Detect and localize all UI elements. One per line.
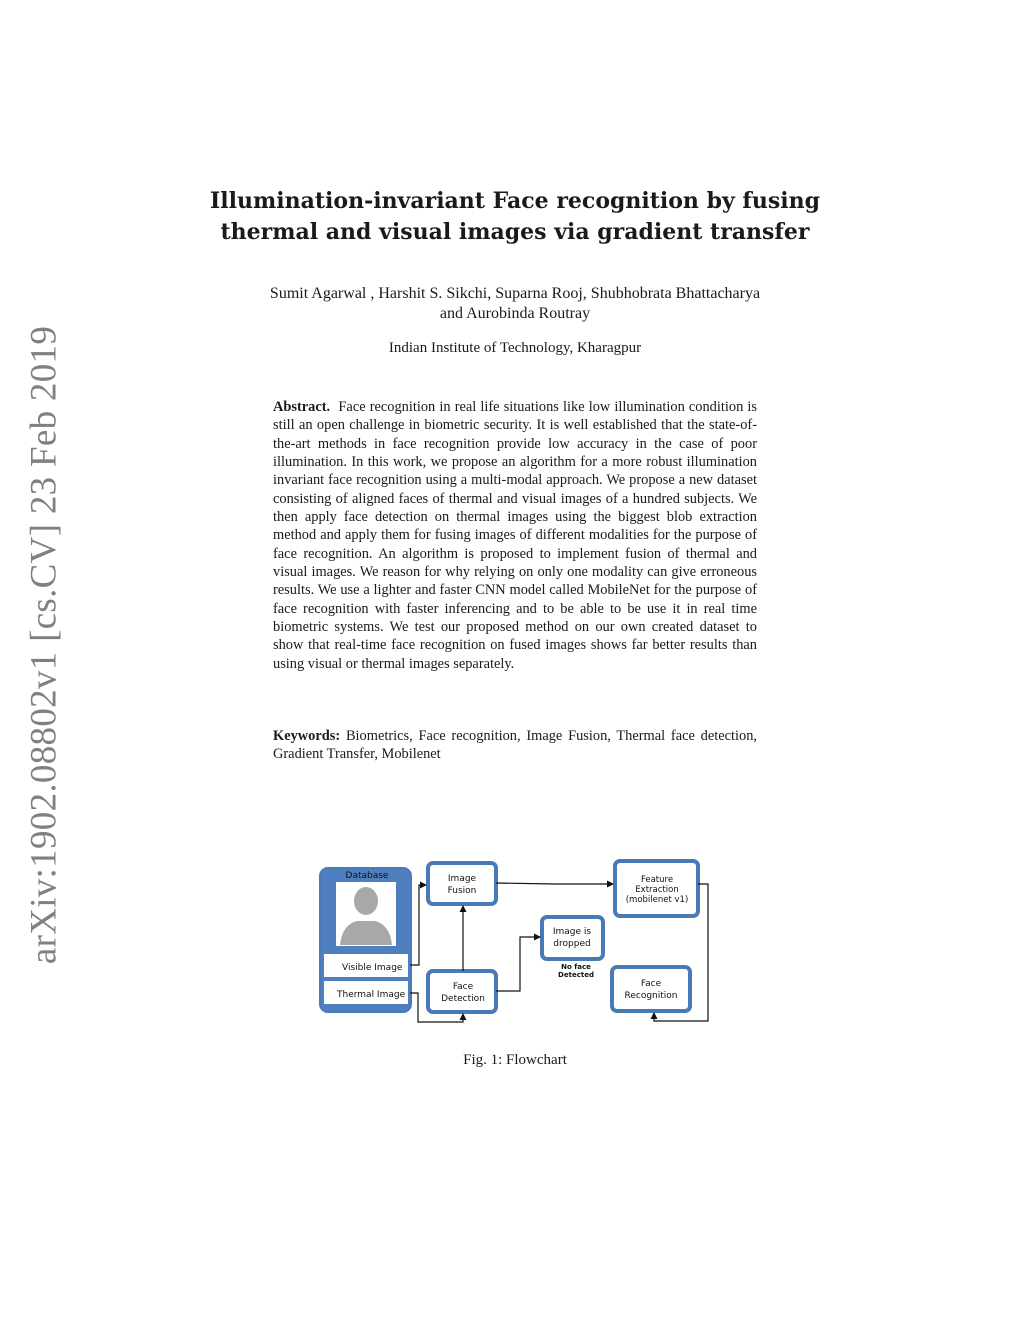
arxiv-identifier: arXiv:1902.08802v1 [cs.CV] 23 Feb 2019	[23, 325, 65, 965]
title-line-1: Illumination-invariant Face recognition by fusing	[210, 188, 820, 214]
image-fusion-node	[428, 863, 496, 904]
database-label: Database	[345, 871, 389, 881]
face-recognition-line1: Face	[640, 979, 662, 989]
image-dropped-box	[542, 917, 603, 959]
arrow-fusion-to-extraction	[496, 883, 613, 884]
face-recognition-box	[612, 967, 690, 1011]
keywords-label: Keywords:	[273, 728, 341, 744]
abstract	[273, 398, 757, 673]
image-dropped-line1: Image is	[552, 927, 592, 937]
feature-extraction-line2: Extraction	[635, 885, 679, 895]
figure-caption: Fig. 1: Flowchart	[463, 1052, 567, 1068]
thermal-image-label: Thermal Image	[337, 990, 406, 1000]
face-detection-line2: Detection	[441, 994, 485, 1004]
arrow-detection-to-dropped	[496, 937, 540, 991]
database-block	[320, 868, 411, 1012]
flowchart-figure	[315, 855, 715, 1030]
abstract-text: Face recognition in real life situations like low illumination condition is still an open challenge in biometric security. It is well established that the state-of-the-art methods in face recognition provide low accuracy in the case of poor illumination. In this work, we propose an algorithm for a more robust illumination invariant face recognition using a multi-modal approach. We propose a new dataset consisting of aligned faces of thermal and visual images of a hundred subjects. We then apply face detection on thermal images using the biggest blob extraction method and apply them for fusing images of different modalities for the purpose of face recognition. An algorithm is proposed to implement fusion of thermal and visual images. We reason for why relying on only one modality can give erroneous results. We use a lighter and faster CNN model called MobileNet for the purpose of face recognition with faster inferencing and to be able to be use it in real time biometric systems. We test our proposed method on our own created dataset to show that real-time face recognition on fused images shows far better results than using visual or thermal images separately.	[273, 399, 757, 672]
image-fusion-line2: Fusion	[447, 886, 477, 896]
face-detection-line1: Face	[452, 982, 474, 992]
feature-extraction-node	[615, 861, 698, 916]
image-dropped-line2: dropped	[553, 939, 591, 949]
abstract-label: Abstract.	[273, 399, 331, 415]
image-dropped-node	[542, 917, 603, 959]
title-line-2: thermal and visual images via gradient transfer	[220, 219, 810, 245]
feature-extraction-line3: (mobilenet v1)	[625, 895, 689, 905]
flowchart	[315, 855, 715, 1030]
no-face-line2: Detected	[558, 971, 594, 979]
feature-extraction-line1: Feature	[640, 875, 674, 885]
face-detection-node	[428, 971, 496, 1012]
face-recognition-node	[612, 967, 690, 1011]
authors-line-2: and Aurobinda Routray	[439, 305, 591, 322]
face-recognition-line2: Recognition	[624, 991, 678, 1001]
affiliation: Indian Institute of Technology, Kharagpur	[388, 340, 642, 356]
author-list	[150, 284, 880, 324]
keywords	[273, 727, 757, 764]
authors-line-1: Sumit Agarwal , Harshit S. Sikchi, Suparna Rooj, Shubhobrata Bhattacharya	[269, 285, 761, 302]
no-face-line1: No face	[561, 963, 591, 971]
image-fusion-line1: Image	[447, 874, 477, 884]
arrow-visible-to-fusion	[410, 885, 426, 965]
keywords-text: Biometrics, Face recognition, Image Fusion, Thermal face detection, Gradient Transfer, Mobilenet	[273, 728, 758, 763]
paper-title	[150, 186, 880, 248]
visible-image-label: Visible Image	[342, 963, 403, 973]
